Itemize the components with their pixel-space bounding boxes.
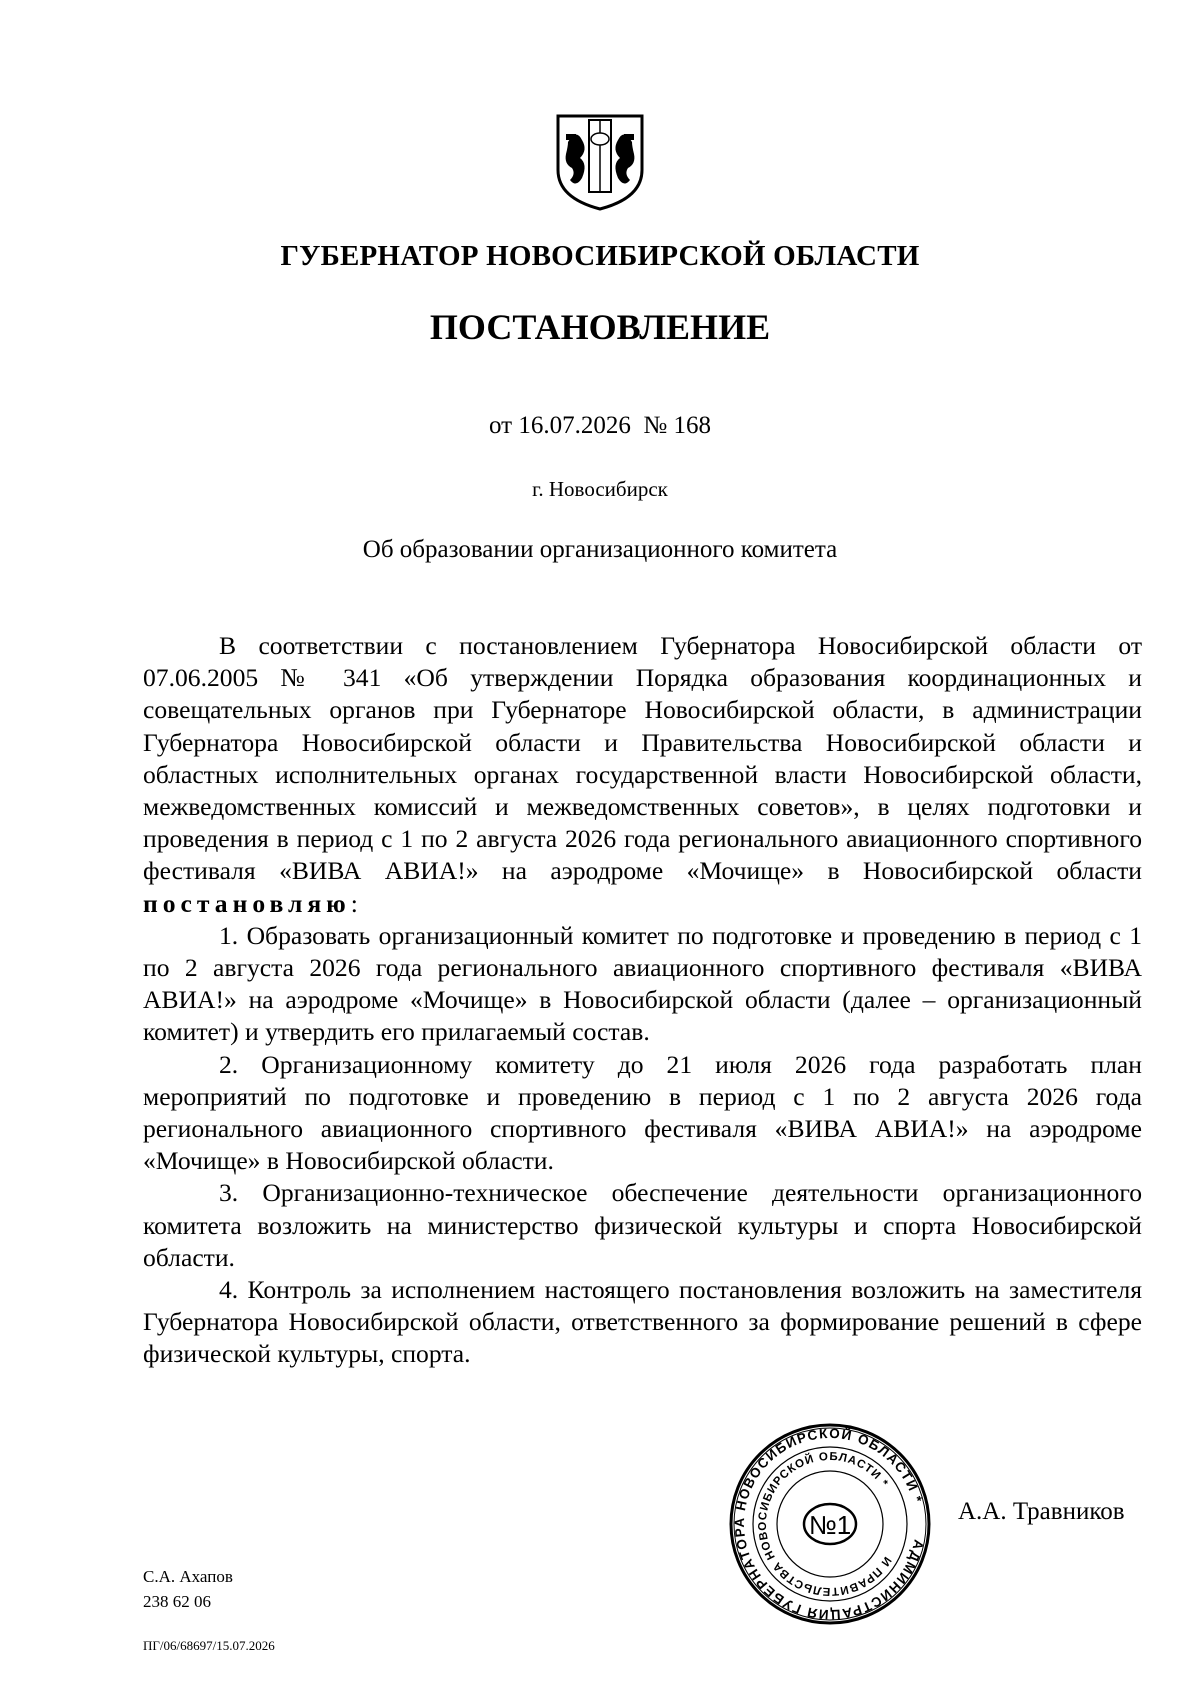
city: г. Новосибирск <box>532 477 668 501</box>
date-and-number: от 16.07.2026 № 168 <box>489 412 711 439</box>
preamble-paragraph <box>143 630 1142 920</box>
document-type-heading: ПОСТАНОВЛЕНИЕ <box>429 307 771 347</box>
registration-code: ПГ/06/68697/15.07.2026 <box>143 1638 275 1653</box>
issuing-authority: ГУБЕРНАТОР НОВОСИБИРСКОЙ ОБЛАСТИ <box>280 240 920 272</box>
preamble-text: В соответствии с постановлением Губернатора Новосибирской области от 07.06.2005 № 341 «Об утверждении Порядка образования координационных и совещательных органов при Губернаторе Новосибирской области, в администрации Губернатора Новосибирской области и Правительства Новосибирской области и областных исполнительных органах государственной власти Новосибирской области, межведомственных комиссий и межведомственных советов», в целях подготовки и проведения в период с 1 по 2 августа 2026 года регионального авиационного спортивного фестиваля «ВИВА АВИА!» на аэродроме «Мочище» в Новосибирской области <box>143 631 1142 886</box>
list-item: 2. Организационному комитету до 21 июля 2026 года разработать план мероприятий по подготовке и проведению в период с 1 по 2 августа 2026 года регионального авиационного спортивного фестиваля «ВИВА АВИА!» на аэродроме «Мочище» в Новосибирской области. <box>143 1049 1142 1176</box>
coat-of-arms-icon <box>554 112 646 212</box>
official-seal <box>728 1422 932 1626</box>
decree-colon: : <box>350 888 358 918</box>
seal-outer-text: АДМИНИСТРАЦИЯ ГУБЕРНАТОРА НОВОСИБИРСКОЙ ОБЛАСТИ * <box>731 1425 927 1623</box>
list-item: 1. Образовать организационный комитет по подготовке и проведению в период с 1 по 2 августа 2026 года регионального авиационного спортивного фестиваля «ВИВА АВИА!» на аэродроме «Мочище» в Новосибирской области (далее – организационный комитет) и утвердить его прилагаемый состав. <box>143 920 1142 1047</box>
executor-phone: 238 62 06 <box>143 1592 211 1611</box>
document-body <box>143 630 1142 1371</box>
list-item: 4. Контроль за исполнением настоящего постановления возложить на заместителя Губернатора Новосибирской области, ответственного за формирование решений в сфере физической культуры, спорта. <box>143 1275 1142 1369</box>
executor-name: С.А. Ахапов <box>143 1567 233 1586</box>
seal-center-number: №1 <box>808 1510 852 1540</box>
list-item: 3. Организационно-техническое обеспечение деятельности организационного комитета возложить на министерство физической культуры и спорта Новосибирской области. <box>143 1178 1142 1272</box>
seal-inner-text: И ПРАВИТЕЛЬСТВА НОВОСИБИРСКОЙ ОБЛАСТИ * <box>756 1450 894 1598</box>
decree-word: постановляю <box>143 888 351 918</box>
signatory-name: А.А. Травников <box>958 1498 1125 1525</box>
document-subject: Об образовании организационного комитета <box>362 536 838 563</box>
